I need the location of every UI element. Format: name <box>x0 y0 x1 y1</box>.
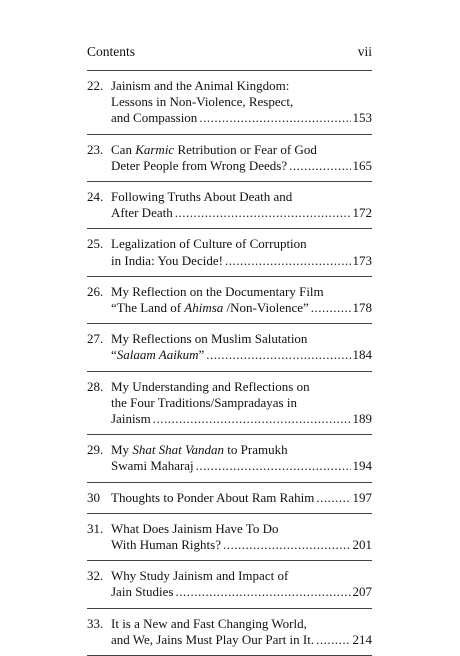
entry-text: and Compassion <box>111 110 198 126</box>
entry-title-last-line <box>111 158 372 174</box>
toc-entry[interactable] <box>87 277 372 323</box>
page-number: 165 <box>352 157 372 173</box>
entry-title-line <box>111 379 372 395</box>
entry-title-last-line <box>111 537 372 553</box>
entry-title-end <box>111 110 197 126</box>
dot-leader <box>175 584 350 600</box>
running-title: Contents <box>87 44 136 59</box>
entry-number: 28. <box>87 378 104 394</box>
page-numeral: vii <box>357 44 372 59</box>
entry-text: My Understanding and Reflections on <box>111 378 310 394</box>
entry-title-last-line <box>111 253 372 269</box>
entry-number: 30 <box>87 489 100 505</box>
entry-title <box>111 521 372 553</box>
entry-title <box>111 568 372 600</box>
page-number: 201 <box>352 537 372 553</box>
entry-title <box>111 379 372 428</box>
entry-title-line <box>111 568 372 584</box>
dot-leader <box>206 347 350 363</box>
entry-number: 22. <box>87 78 104 93</box>
toc-entry[interactable] <box>87 435 372 481</box>
entry-title-end <box>111 253 223 269</box>
page-number: 194 <box>352 458 372 474</box>
dot-leader <box>316 632 350 648</box>
entry-italic-text: Karmic <box>135 141 175 157</box>
entry-title-line <box>111 616 372 632</box>
entry-title-end <box>111 205 173 221</box>
toc-entry[interactable] <box>87 609 372 655</box>
entry-number: 25. <box>87 236 104 252</box>
entry-title-end <box>111 490 314 506</box>
page-number: 172 <box>352 205 372 221</box>
page-number: 207 <box>352 584 372 600</box>
toc-entry[interactable] <box>87 514 372 560</box>
toc-entry[interactable] <box>87 71 372 134</box>
entry-text: Jainism <box>111 411 151 427</box>
page-number: 197 <box>352 489 372 505</box>
entry-title <box>111 142 372 174</box>
entry-title <box>111 616 372 648</box>
entry-title-end <box>111 537 221 553</box>
entry-title-last-line <box>111 205 372 221</box>
toc-entry[interactable] <box>87 324 372 370</box>
entry-text: Jain Studies <box>111 584 174 600</box>
entry-number: 31. <box>87 520 104 536</box>
entry-text: Retribution or Fear of God <box>174 141 317 157</box>
entry-title-end <box>111 584 173 600</box>
page-number: 153 <box>352 110 372 126</box>
entry-italic-text: Salaam Aaikum <box>116 347 199 363</box>
dot-leader <box>175 205 351 221</box>
entry-title-end <box>111 347 204 363</box>
entry-number: 26. <box>87 283 104 299</box>
page-number: 173 <box>352 252 372 268</box>
entry-number: 32. <box>87 568 104 584</box>
entry-title <box>111 236 372 268</box>
toc-entry[interactable] <box>87 135 372 181</box>
entry-title <box>111 78 372 127</box>
entry-text: Deter People from Wrong Deeds? <box>111 157 288 173</box>
entry-text: “ <box>111 347 117 363</box>
entry-text: Swami Maharaj <box>111 458 194 474</box>
entry-text: ” <box>198 347 205 363</box>
entry-title <box>111 442 372 474</box>
entry-title-end <box>111 632 314 648</box>
entry-title-last-line <box>111 584 372 600</box>
entry-title-line <box>111 331 372 347</box>
entry-title-line <box>111 442 372 458</box>
entry-text: Following Truths About Death and <box>111 189 293 205</box>
entry-text: Why Study Jainism and Impact of <box>111 568 289 584</box>
toc-entry[interactable] <box>87 182 372 228</box>
entry-title-end <box>111 458 194 474</box>
dot-leader <box>311 300 351 316</box>
entry-text: the Four Traditions/Sampradayas in <box>111 394 297 410</box>
entry-title-end <box>111 300 309 316</box>
entry-title-line <box>111 189 372 205</box>
entry-title <box>111 284 372 316</box>
entry-title-last-line <box>111 110 372 126</box>
entry-text: It is a New and Fast Changing World, <box>111 615 307 631</box>
entry-text: With Human Rights? <box>111 537 221 553</box>
page-number: 184 <box>352 347 372 363</box>
toc-entry[interactable] <box>87 561 372 607</box>
entry-title-line <box>111 94 372 110</box>
entry-italic-text: Shat Shat Vandan <box>132 442 225 458</box>
entry-text: in India: You Decide! <box>111 252 223 268</box>
entry-number: 33. <box>87 615 104 631</box>
page-number: 189 <box>352 411 372 427</box>
entry-title <box>111 331 372 363</box>
entry-title-last-line <box>111 300 372 316</box>
entry-title-end <box>111 411 151 427</box>
page-number: 214 <box>352 631 372 647</box>
dot-leader <box>153 411 351 427</box>
entry-text: Thoughts to Ponder About Ram Rahim <box>111 489 315 505</box>
entry-title-last-line <box>111 411 372 427</box>
dot-leader <box>225 253 351 269</box>
entry-text: /Non-Violence” <box>223 300 309 316</box>
entry-text: to Pramukh <box>224 442 288 458</box>
entry-title-last-line <box>111 632 372 648</box>
entry-text: Jainism and the Animal Kingdom: <box>111 78 290 93</box>
entry-text: and We, Jains Must Play Our Part in It. <box>111 631 315 647</box>
entry-number: 23. <box>87 141 104 157</box>
dot-leader <box>289 158 350 174</box>
entry-number: 27. <box>87 331 104 347</box>
entry-title-last-line <box>111 347 372 363</box>
entry-text: Legalization of Culture of Corruption <box>111 236 307 252</box>
dot-leader <box>199 110 350 126</box>
entry-text: My <box>111 442 133 458</box>
entry-title-last-line <box>111 458 372 474</box>
dot-leader <box>316 490 350 506</box>
entry-title-line <box>111 236 372 252</box>
dot-leader <box>196 458 351 474</box>
entry-text: “The Land of <box>111 300 185 316</box>
entry-text: My Reflections on Muslim Salutation <box>111 331 308 347</box>
entry-title <box>111 490 372 506</box>
entry-title-line <box>111 142 372 158</box>
entry-text: Lessons in Non-Violence, Respect, <box>111 94 294 110</box>
toc-entry[interactable] <box>87 229 372 275</box>
entry-italic-text: Ahimsa <box>184 300 224 316</box>
entry-title-line <box>111 284 372 300</box>
toc-entry[interactable] <box>87 372 372 435</box>
entry-title <box>111 189 372 221</box>
entry-number: 24. <box>87 189 104 205</box>
entry-title-line <box>111 521 372 537</box>
entry-text: My Reflection on the Documentary Film <box>111 283 324 299</box>
entry-title-end <box>111 158 287 174</box>
entry-title-line <box>111 78 372 94</box>
page-number: 178 <box>352 300 372 316</box>
toc-entry[interactable] <box>87 483 372 513</box>
table-of-contents <box>87 70 372 656</box>
entry-title-line <box>111 395 372 411</box>
entry-title-last-line <box>111 490 372 506</box>
entry-number: 29. <box>87 442 104 458</box>
page-header <box>87 44 372 64</box>
entry-text: After Death <box>111 205 173 221</box>
dot-leader <box>223 537 351 553</box>
entry-text: What Does Jainism Have To Do <box>111 520 279 536</box>
entry-text: Can <box>111 141 136 157</box>
